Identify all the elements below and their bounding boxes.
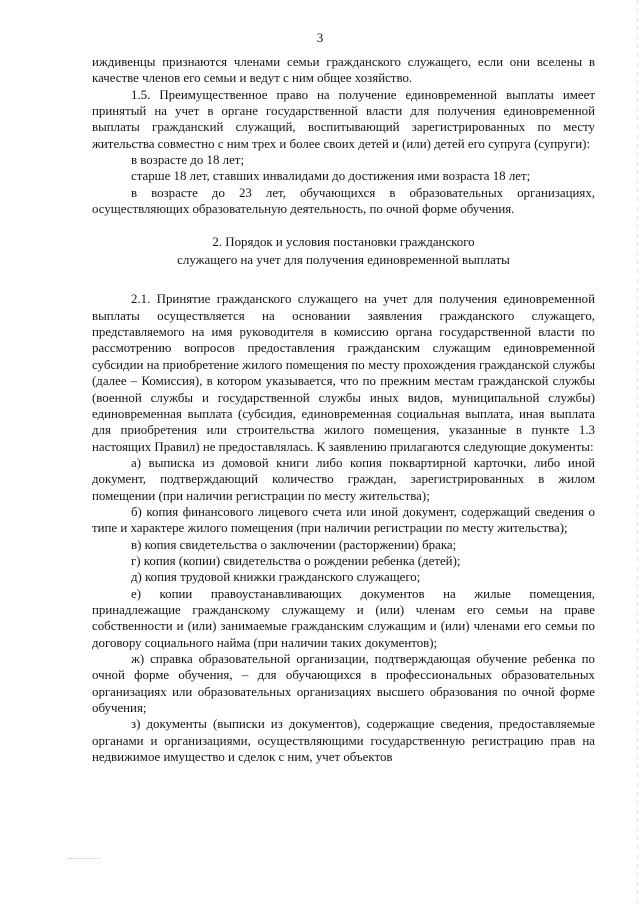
section-heading-line-1: 2. Порядок и условия постановки гражданского	[212, 235, 475, 250]
list-item-a: а) выписка из домовой книги либо копия поквартирной карточки, либо иной документ, подтверждающий количество граждан, зарегистрированных в жилом помещении (при наличии регистрации по месту жительства);	[92, 455, 595, 503]
list-item-e: е) копии правоустанавливающих документов на жилые помещения, принадлежащие гражданскому служащему и (или) членам его семьи на праве собственности и (или) занимаемые гражданским служащим и (или) членами его семьи по договору социального найма (при наличии таких документов);	[92, 586, 595, 650]
list-item-students-under-23: в возрасте до 23 лет, обучающихся в образовательных организациях, осуществляющих образовательную деятельность, по очной форме обучения.	[92, 185, 595, 217]
list-item-d: д) копия трудовой книжки гражданского служащего;	[131, 570, 421, 585]
list-item-b: б) копия финансового лицевого счета или иной документ, содержащий сведения о типе и характере жилого помещения (при наличии регистрации по месту жительства);	[92, 504, 595, 536]
spacer	[92, 217, 595, 234]
list-item-disabled-over-18: старше 18 лет, ставших инвалидами до достижения ими возраста 18 лет;	[131, 169, 531, 184]
document-body	[92, 54, 595, 765]
paragraph-2-1: 2.1. Принятие гражданского служащего на учет для получения единовременной выплаты осуществляется на основании заявления гражданского служащего, представляемого на имя руководителя в комиссию органа государственной власти по рассмотрению вопросов предоставления гражданским служащим единовременной субсидии на приобретение жилого помещения по месту прохождения гражданской службы (далее – Комиссия), в котором указывается, что по прежним местам гражданской службы (военной службы и государственной службы иных видов, муниципальной службы) единовременная выплата (субсидия, единовременная социальная выплата, иная выплата для приобретения или строительства жилого помещения, указанные в пункте 1.3 настоящих Правил) не предоставлялась. К заявлению прилагаются следующие документы:	[92, 292, 595, 454]
paragraph-1-5: 1.5. Преимущественное право на получение единовременной выплаты имеет принятый на учет в органе государственной власти для получения единовременной выплаты гражданский служащий, воспитывающий зарегистрированных по месту жительства совместно с ним трех и более своих детей и (или) детей его супруга (супруги):	[92, 87, 595, 151]
page-number: 3	[316, 30, 324, 45]
spacer	[92, 269, 595, 291]
list-item-zh: ж) справка образовательной организации, подтверждающая обучение ребенка по очной форме обучения, – для обучающихся в профессиональных образовательных организациях или образовательных организациях высшего образования по очной форме обучения;	[92, 652, 595, 716]
scan-edge-line	[637, 0, 638, 905]
paragraph-continuation: иждивенцы признаются членами семьи гражданского служащего, если они вселены в качестве членов его семьи и ведут с ним общее хозяйство.	[92, 55, 595, 86]
section-heading-line-2: служащего на учет для получения единовременной выплаты	[177, 252, 510, 267]
list-item-z: з) документы (выписки из документов), содержащие сведения, предоставляемые органами и организациями, осуществляющими государственную регистрацию прав на недвижимое имущество и сделок с ним, учет объектов	[92, 717, 595, 765]
list-item-g: г) копия (копии) свидетельства о рождении ребенка (детей);	[131, 553, 461, 568]
list-item-age-under-18: в возрасте до 18 лет;	[131, 153, 245, 168]
scan-artifact	[68, 858, 100, 863]
list-item-v: в) копия свидетельства о заключении (расторжении) брака;	[131, 537, 457, 552]
